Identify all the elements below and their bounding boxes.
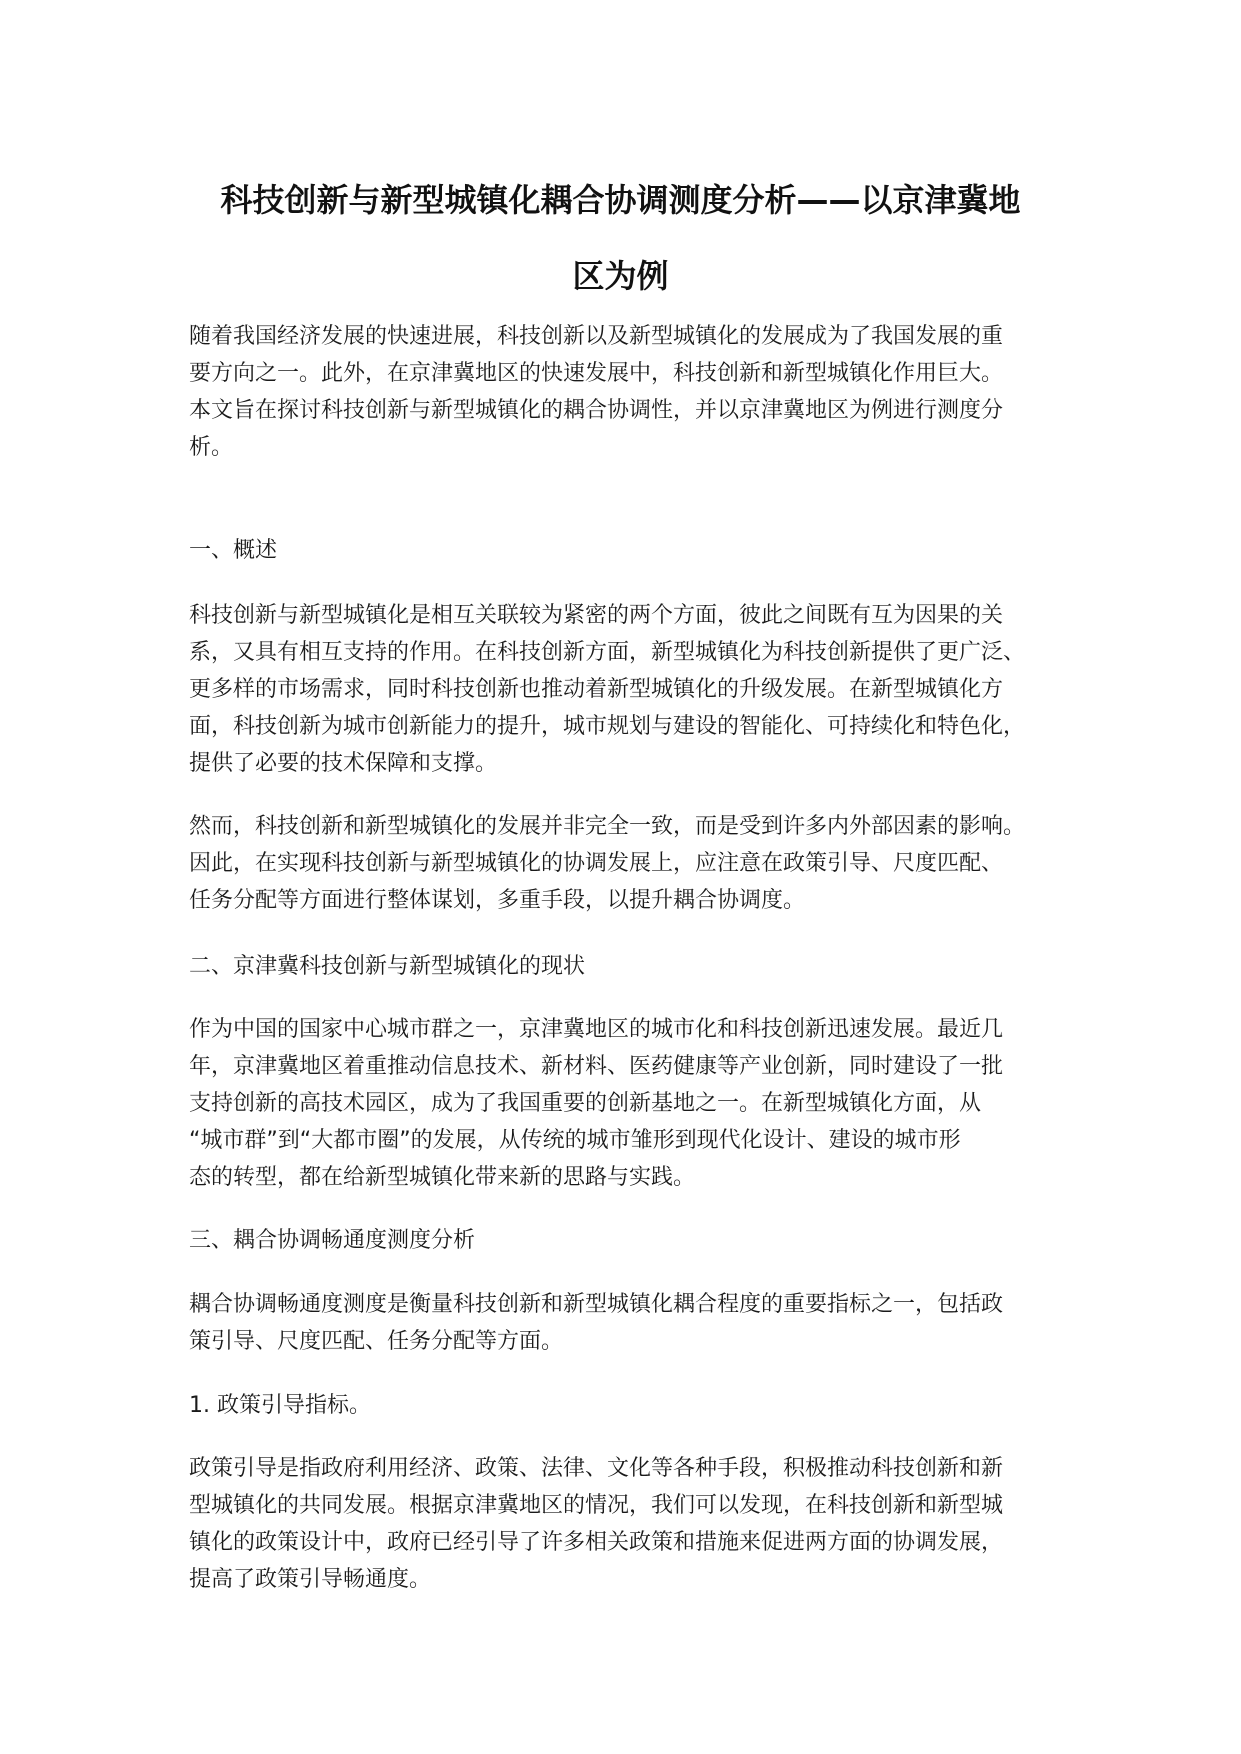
paragraph-line: 型城镇化的共同发展。根据京津冀地区的情况，我们可以发现，在科技创新和新型城 bbox=[189, 1493, 1004, 1518]
overview-paragraph-1 bbox=[189, 597, 1089, 782]
heading-text: 1. 政策引导指标。 bbox=[189, 1393, 371, 1418]
paragraph-line: 随着我国经济发展的快速进展，科技创新以及新型城镇化的发展成为了我国发展的重 bbox=[189, 324, 1004, 349]
paragraph-line: 因此，在实现科技创新与新型城镇化的协调发展上，应注意在政策引导、尺度匹配、 bbox=[189, 851, 1004, 876]
paragraph-line: 提高了政策引导畅通度。 bbox=[189, 1567, 432, 1592]
section-heading-overview bbox=[189, 532, 1089, 569]
section-heading-status bbox=[189, 948, 1089, 985]
paragraph-line: 要方向之一。此外，在京津冀地区的快速发展中，科技创新和新型城镇化作用巨大。 bbox=[189, 361, 1004, 386]
paragraph-line: 更多样的市场需求，同时科技创新也推动着新型城镇化的升级发展。在新型城镇化方 bbox=[189, 677, 1004, 702]
paragraph-line: 支持创新的高技术园区，成为了我国重要的创新基地之一。在新型城镇化方面，从 bbox=[189, 1091, 982, 1116]
overview-paragraph-2 bbox=[189, 808, 1089, 919]
paragraph-line: 系，又具有相互支持的作用。在科技创新方面，新型城镇化为科技创新提供了更广泛、 bbox=[189, 640, 1026, 665]
paragraph-line: 年，京津冀地区着重推动信息技术、新材料、医药健康等产业创新，同时建设了一批 bbox=[189, 1054, 1004, 1079]
paragraph-line: 面，科技创新为城市创新能力的提升，城市规划与建设的智能化、可持续化和特色化， bbox=[189, 714, 1026, 739]
paragraph-line: “城市群”到“大都市圈”的发展，从传统的城市雏形到现代化设计、建设的城市形 bbox=[189, 1128, 961, 1153]
document-title-line-1: 科技创新与新型城镇化耦合协调测度分析——以京津冀地 bbox=[220, 181, 1021, 219]
paragraph-line: 然而，科技创新和新型城镇化的发展并非完全一致，而是受到许多内外部因素的影响。 bbox=[189, 814, 1026, 839]
paragraph-line: 析。 bbox=[189, 435, 234, 460]
status-paragraph bbox=[189, 1011, 1089, 1196]
section-heading-analysis bbox=[189, 1222, 1089, 1259]
paragraph-line: 作为中国的国家中心城市群之一，京津冀地区的城市化和科技创新迅速发展。最近几 bbox=[189, 1017, 1004, 1042]
intro-paragraph bbox=[189, 318, 1089, 466]
paragraph-line: 任务分配等方面进行整体谋划，多重手段，以提升耦合协调度。 bbox=[189, 888, 806, 913]
heading-text: 一、概述 bbox=[189, 538, 278, 563]
paragraph-line: 态的转型，都在给新型城镇化带来新的思路与实践。 bbox=[189, 1165, 696, 1190]
paragraph-line: 策引导、尺度匹配、任务分配等方面。 bbox=[189, 1329, 564, 1354]
paragraph-line: 科技创新与新型城镇化是相互关联较为紧密的两个方面，彼此之间既有互为因果的关 bbox=[189, 603, 1004, 628]
analysis-paragraph bbox=[189, 1286, 1089, 1360]
policy-paragraph bbox=[189, 1450, 1089, 1598]
subsection-heading-policy bbox=[189, 1387, 1089, 1424]
paragraph-line: 政策引导是指政府利用经济、政策、法律、文化等各种手段，积极推动科技创新和新 bbox=[189, 1456, 1004, 1481]
heading-text: 三、耦合协调畅通度测度分析 bbox=[189, 1228, 476, 1253]
paragraph-line: 镇化的政策设计中，政府已经引导了许多相关政策和措施来促进两方面的协调发展， bbox=[189, 1530, 1004, 1555]
paragraph-line: 提供了必要的技术保障和支撑。 bbox=[189, 751, 498, 776]
heading-text: 二、京津冀科技创新与新型城镇化的现状 bbox=[189, 954, 586, 979]
document-title-line-2: 区为例 bbox=[572, 257, 669, 295]
paragraph-line: 本文旨在探讨科技创新与新型城镇化的耦合协调性，并以京津冀地区为例进行测度分 bbox=[189, 398, 1004, 423]
paragraph-line: 耦合协调畅通度测度是衡量科技创新和新型城镇化耦合程度的重要指标之一，包括政 bbox=[189, 1292, 1004, 1317]
